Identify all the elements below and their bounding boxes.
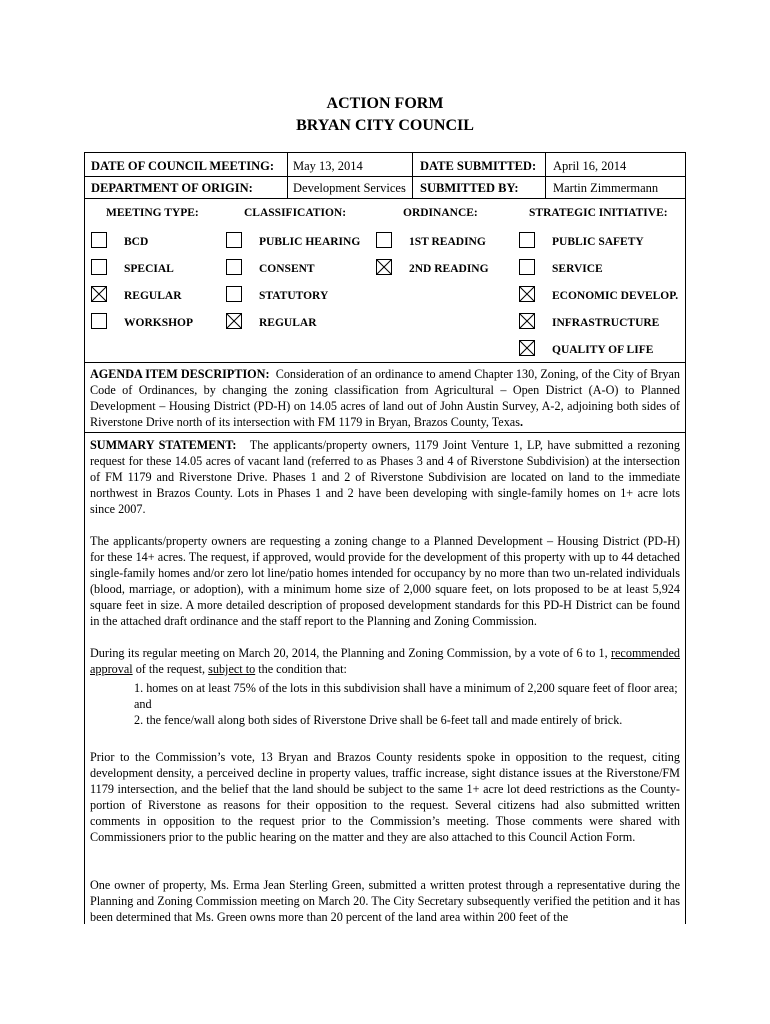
checkbox-label: 2ND READING: [409, 263, 489, 275]
strategic-service-checkbox[interactable]: [519, 259, 535, 275]
checkbox-label: QUALITY OF LIFE: [552, 344, 654, 356]
classification-heading: CLASSIFICATION:: [244, 207, 347, 219]
summary-paragraph-5: One owner of property, Ms. Erma Jean Sterling Green, submitted a written protest through a representative during the Planning and Zoning Commission meeting on March 20. The City Secretary subsequently verified the petition and it has been determined that Ms. Green owns more than 20 percent of the land area within 200 feet of the: [90, 878, 680, 924]
checkbox-label: WORKSHOP: [124, 317, 194, 329]
summary-p1-text: The applicants/property owners, 1179 Joint Venture 1, LP, have submitted a rezoning request for these 14.05 acres of vacant land (referred to as Phases 3 and 4 of Riverstone Subdivision) at the intersection of FM 1179 and Riverstone Drive. Phases 1 and 2 of Riverstone Subdivision are located on land to the immediate northwest in Brazos County. Lots in Phases 1 and 2 have been developing with single-family homes on 1+ acre lots since 2007.: [90, 438, 680, 516]
checkbox-label: CONSENT: [259, 263, 315, 275]
checkbox-label: 1ST READING: [409, 236, 486, 248]
checkbox-label: SERVICE: [552, 263, 603, 275]
agenda-end: .: [519, 415, 523, 429]
checkbox-label: REGULAR: [259, 317, 317, 329]
summary-paragraph-4: Prior to the Commission’s vote, 13 Bryan and Brazos County residents spoke in opposition to the request, citing development density, a perceived decline in property values, traffic increase, sight distance issues at the Riverstone/FM 1179 intersection, and the belief that the land should be subject to the same 1+ acre lot deed restrictions as the County-portion of Riverstone as reasons for their opposition to the request. Several citizens had also submitted written comments in opposition to the request prior to the Commission’s meeting. Those comments were shared with Commissioners prior to the public hearing on the matter and they are also attached to this Council Action Form.: [90, 750, 680, 844]
check-x-icon: [92, 287, 106, 301]
date-of-meeting-value: May 13, 2014: [293, 159, 363, 173]
checkbox-label: BCD: [124, 236, 149, 248]
check-x-icon: [377, 260, 391, 274]
date-submitted-label: DATE SUBMITTED:: [420, 159, 537, 173]
summary-paragraph-2: The applicants/property owners are requesting a zoning change to a Planned Development – Housing District (PD-H) for these 14+ acres. The request, if approved, would provide for the development of this property with up to 44 detached single-family homes and/or zero lot line/patio homes intended for occupancy by no more than two un-related individuals (blood, marriage, or adoption), with a minimum home size of 2,000 square feet, on lots proposed to be at least 5,924 square feet in size. A more detailed description of proposed development standards for this PD-H District can be found in the attached draft ordinance and the staff report to the Planning and Zoning Commission.: [90, 534, 680, 628]
divider: [84, 362, 686, 363]
recommended-approval: recommended approval: [90, 646, 680, 676]
p3-text-c: the condition that:: [255, 662, 347, 676]
meeting-type-heading: MEETING TYPE:: [106, 207, 199, 219]
department-label: DEPARTMENT OF ORIGIN:: [91, 181, 253, 195]
classification-regular-checkbox[interactable]: [226, 313, 242, 329]
classification-statutory-checkbox[interactable]: [226, 286, 242, 302]
ordinance-1st-reading-checkbox[interactable]: [376, 232, 392, 248]
meeting-type-regular-checkbox[interactable]: [91, 286, 107, 302]
check-x-icon: [227, 314, 241, 328]
checkbox-label: REGULAR: [124, 290, 182, 302]
strategic-economic-develop-checkbox[interactable]: [519, 286, 535, 302]
divider: [84, 176, 686, 177]
checkbox-label: INFRASTRUCTURE: [552, 317, 660, 329]
check-x-icon: [520, 314, 534, 328]
submitted-by-label: SUBMITTED BY:: [420, 181, 519, 195]
classification-consent-checkbox[interactable]: [226, 259, 242, 275]
p3-text-b: of the request,: [132, 662, 209, 676]
date-of-meeting-label: DATE OF COUNCIL MEETING:: [91, 159, 275, 173]
check-x-icon: [520, 287, 534, 301]
strategic-quality-of-life-checkbox[interactable]: [519, 340, 535, 356]
checkbox-label: ECONOMIC DEVELOP.: [552, 290, 679, 302]
date-submitted-value: April 16, 2014: [553, 159, 627, 173]
agenda-item-description: [90, 366, 680, 430]
checkbox-label: STATUTORY: [259, 290, 329, 302]
strategic-initiative-heading: STRATEGIC INITIATIVE:: [529, 207, 668, 219]
checkbox-label: SPECIAL: [124, 263, 174, 275]
checkbox-label: PUBLIC SAFETY: [552, 236, 644, 248]
divider: [84, 432, 686, 433]
submitted-by-value: Martin Zimmermann: [553, 181, 659, 195]
agenda-label: AGENDA ITEM DESCRIPTION:: [90, 367, 270, 381]
meeting-type-workshop-checkbox[interactable]: [91, 313, 107, 329]
classification-public-hearing-checkbox[interactable]: [226, 232, 242, 248]
subject-to: subject to: [208, 662, 256, 676]
ordinance-2nd-reading-checkbox[interactable]: [376, 259, 392, 275]
department-value: Development Services: [293, 181, 406, 195]
form-title: ACTION FORM: [326, 95, 444, 112]
ordinance-heading: ORDINANCE:: [403, 207, 478, 219]
condition-2: 2. the fence/wall along both sides of Riverstone Drive shall be 6-feet tall and made entirely of brick.: [134, 713, 623, 727]
meeting-type-bcd-checkbox[interactable]: [91, 232, 107, 248]
summary-paragraph-1: [90, 437, 680, 517]
check-x-icon: [520, 341, 534, 355]
strategic-public-safety-checkbox[interactable]: [519, 232, 535, 248]
agenda-text: Consideration of an ordinance to amend Chapter 130, Zoning, of the City of Bryan Code of Ordinances, by changing the zoning classification from Agricultural – Open District (A-O) to Planned Development – Housing District (PD-H) on 14.05 acres of land out of John Austin Survey, A-2, adjoining both sides of Riverstone Drive north of its intersection with FM 1179 in Bryan, Brazos County, Texas: [90, 367, 680, 429]
condition-1: 1. homes on at least 75% of the lots in this subdivision shall have a minimum of 2,200 square feet of floor area; and: [134, 681, 678, 711]
checkbox-label: PUBLIC HEARING: [259, 236, 361, 248]
summary-paragraph-3: [90, 645, 680, 677]
summary-label: SUMMARY STATEMENT:: [90, 438, 237, 452]
form-subtitle: BRYAN CITY COUNCIL: [296, 117, 474, 134]
p3-text-a: During its regular meeting on March 20, 2014, the Planning and Zoning Commission, by a vote of 6 to 1,: [90, 646, 611, 660]
divider: [84, 198, 686, 199]
strategic-infrastructure-checkbox[interactable]: [519, 313, 535, 329]
meeting-type-special-checkbox[interactable]: [91, 259, 107, 275]
